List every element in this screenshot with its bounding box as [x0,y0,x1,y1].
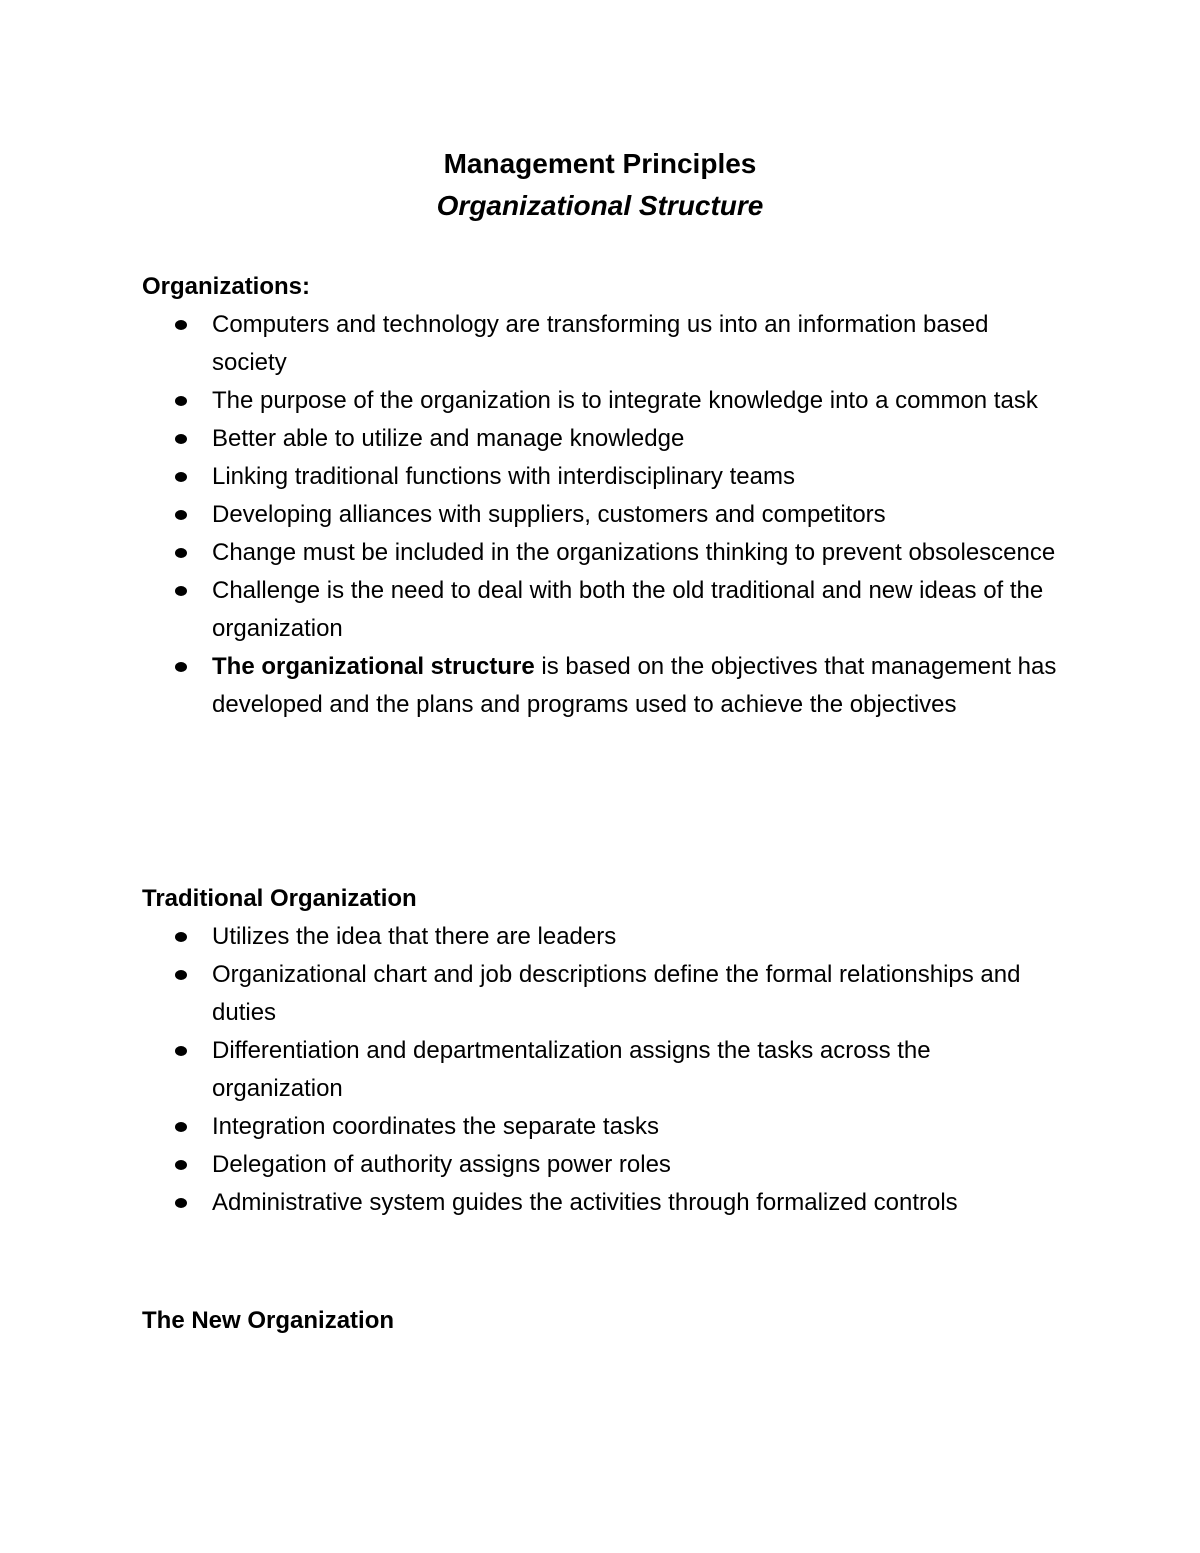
section-heading: Traditional Organization [142,885,417,912]
bullet-icon [175,510,187,520]
list-item [142,1108,1062,1146]
bullet-list [142,918,1062,1222]
section-traditional-organization [142,880,1062,1222]
list-item-bold-lead: The organizational structure [212,653,535,680]
list-item-text: The purpose of the organization is to integrate knowledge into a common task [212,387,1038,414]
list-item [142,918,1062,956]
list-item [142,1146,1062,1184]
list-item-text: Better able to utilize and manage knowledge [212,425,685,452]
bullet-icon [175,472,187,482]
list-item-text: Utilizes the idea that there are leaders [212,923,617,950]
list-item-text: Administrative system guides the activities through formalized controls [212,1189,958,1216]
list-item-text: Challenge is the need to deal with both the old traditional and new ideas of the organization [212,577,1044,642]
list-item-text: Organizational chart and job descriptions define the formal relationships and duties [212,961,1021,1026]
bullet-icon [175,932,187,942]
title-block [0,143,1200,227]
bullet-icon [175,1198,187,1208]
bullet-icon [175,434,187,444]
list-item [142,306,1062,382]
list-item-text: Delegation of authority assigns power roles [212,1151,671,1178]
section-new-organization [142,1302,1062,1340]
list-item [142,382,1062,420]
bullet-icon [175,1046,187,1056]
document-subtitle: Organizational Structure [436,190,764,221]
bullet-list [142,306,1062,724]
bullet-icon [175,1160,187,1170]
bullet-icon [175,320,187,330]
list-item [142,572,1062,648]
document-title: Management Principles [443,148,757,179]
section-heading: The New Organization [142,1307,395,1334]
list-item [142,496,1062,534]
list-item-text: Differentiation and departmentalization assigns the tasks across the organization [212,1037,931,1102]
section-heading: Organizations: [142,273,311,300]
list-item-text: Change must be included in the organizations thinking to prevent obsolescence [212,539,1056,566]
bullet-icon [175,548,187,558]
list-item [142,1184,1062,1222]
bullet-icon [175,586,187,596]
section-organizations [142,268,1062,724]
list-item [142,648,1062,724]
bullet-icon [175,662,187,672]
list-item-text: Developing alliances with suppliers, customers and competitors [212,501,886,528]
list-item [142,534,1062,572]
list-item-text: Integration coordinates the separate tasks [212,1113,659,1140]
bullet-icon [175,970,187,980]
list-item [142,1032,1062,1108]
list-item [142,956,1062,1032]
list-item-text: Linking traditional functions with interdisciplinary teams [212,463,795,490]
list-item [142,458,1062,496]
bullet-icon [175,1122,187,1132]
list-item-text: Computers and technology are transforming us into an information based society [212,311,989,376]
bullet-icon [175,396,187,406]
list-item-text: is based on the objectives that management has developed and the plans and programs used to achieve the objectives [212,653,1057,718]
list-item [142,420,1062,458]
